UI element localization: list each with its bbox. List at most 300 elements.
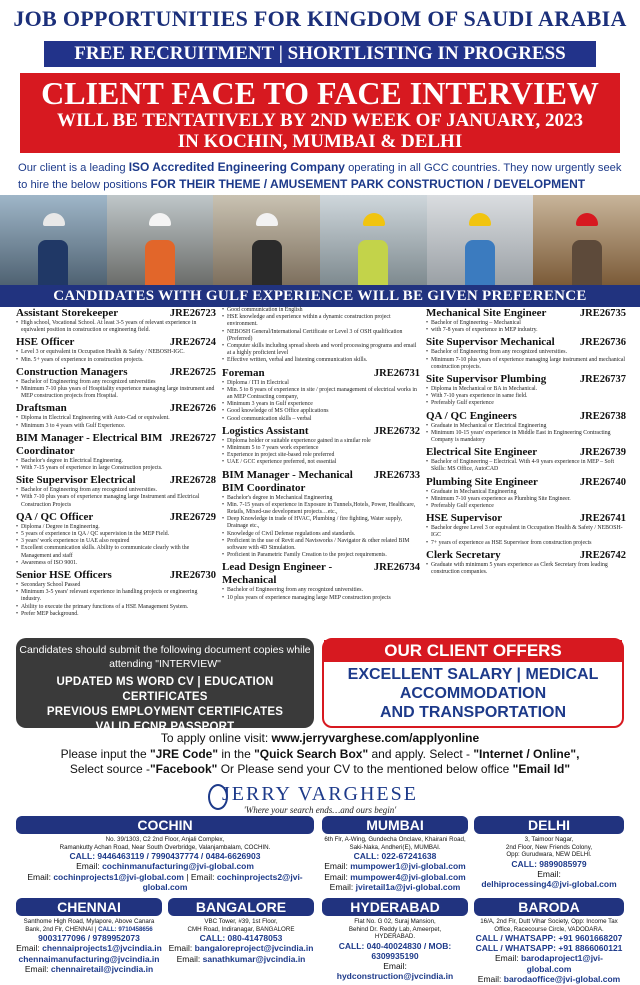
apply-line-3 xyxy=(0,762,640,778)
requirement-item: • Proficient in Parametric Family Creation to the project requirements. xyxy=(222,552,420,559)
job-requirements xyxy=(426,423,626,445)
job-code: JRE26730 xyxy=(169,570,216,582)
job-code: JRE26734 xyxy=(373,562,420,574)
documents-intro: Candidates should submit the following document copies while attending "INTERVIEW" xyxy=(19,644,311,670)
office-email-link[interactable]: mumpower1@jvi-global.com xyxy=(350,861,466,871)
photo-worker xyxy=(213,195,320,285)
job-title-row xyxy=(426,512,626,525)
office-address: Saki-Naka, Andheri(E), MUMBAI. xyxy=(349,843,441,851)
apply-text: Or Please send your CV to the mentioned below office xyxy=(217,762,513,776)
job-requirements xyxy=(426,459,626,473)
job-code: JRE26733 xyxy=(373,469,420,481)
requirement-item: • Min. 5+ years of experience in construction projects. xyxy=(16,357,216,364)
job-title: Site Supervisor Plumbing xyxy=(426,373,547,386)
worker-figure xyxy=(572,240,602,285)
job-listing xyxy=(222,561,420,601)
job-requirements xyxy=(426,349,626,371)
requirement-item: • Min. 5 to 8 years of experience in site / project management of electrical works in an MEP Contracting company, xyxy=(222,387,420,401)
job-title-row xyxy=(426,373,626,386)
requirement-item: • Deep Knowledge in trade of HVAC, Plumbing / fire fighting, Water supply, Drainage etc., xyxy=(222,516,420,530)
requirement-item: • Diploma in Electrical Engineering with Auto-Cad or equivalent. xyxy=(16,415,216,422)
job-title-row xyxy=(426,476,626,489)
requirement-item: • 10 plus years of experience managing large MEP construction projects xyxy=(222,595,420,602)
office-email-link[interactable]: mumpower4@jvi-global.com xyxy=(350,871,466,882)
requirement-item: • Good knowledge of MS Office applications xyxy=(222,408,420,415)
office-address: HYDERABAD. xyxy=(374,933,416,940)
job-requirements xyxy=(426,489,626,511)
job-title: BIM Manager - Electrical BIM Coordinator xyxy=(16,431,163,457)
apply-text: "JRE Code" xyxy=(149,746,219,761)
office-delhi xyxy=(474,816,624,896)
requirement-item: • Min. 7-15 years of experience in Exposure in Tunnels,Hotels, Power, Healthcare, Retails, Mixed-use development projects…etc., xyxy=(222,502,420,516)
requirement-item: • Minimum 10-15 years' experience in Middle East in Engineering Contracting Company is mandatory xyxy=(426,430,626,444)
photo-worker xyxy=(533,195,640,285)
requirement-item: • Secondary School Passed xyxy=(16,582,216,589)
document-line: UPDATED MS WORD CV | EDUCATION CERTIFICATES xyxy=(56,676,274,703)
job-requirements xyxy=(426,562,626,576)
job-code: JRE26740 xyxy=(579,476,626,488)
job-title-row xyxy=(16,511,216,524)
office-email-link[interactable]: sanathkumar@jvcindia.in xyxy=(202,953,306,964)
requirement-item: • Proficient in the use of Revit and Navisworks / Navigator & other related BIM software with 4D Simulation. xyxy=(222,538,420,552)
job-listing xyxy=(16,402,216,429)
job-title-row xyxy=(16,402,216,415)
office-address: Ramankutty Achan Road, Near South Overbridge, Valanjambalam, COCHIN. xyxy=(59,843,271,851)
interview-banner xyxy=(20,73,620,153)
office-email-link[interactable]: cochinprojects2@jvi-global.com xyxy=(142,871,303,892)
job-code: JRE26739 xyxy=(579,447,626,459)
job-requirements xyxy=(16,379,216,401)
email-label: Email: xyxy=(16,943,43,953)
requirement-item: • Bachelor of Engineering from any recognized universities xyxy=(16,379,216,386)
office-address: CMH Road, Indiranagar, BANGALORE xyxy=(187,925,295,933)
apply-text: "Facebook" xyxy=(149,762,218,776)
office-chennai xyxy=(16,898,162,978)
office-phone: CALL: 080-41478053 xyxy=(199,933,283,943)
requirement-item: • High school, Vocational School. At least 3-5 years of relevant experience in equivalent position in construction or engineering field. xyxy=(16,320,216,334)
job-title-row xyxy=(222,561,420,587)
office-name: CHENNAI xyxy=(16,898,162,916)
office-name: MUMBAI xyxy=(322,816,468,834)
job-title-row xyxy=(16,432,216,458)
job-title-row xyxy=(16,474,216,487)
worker-figure xyxy=(145,240,175,285)
job-listing xyxy=(426,336,626,371)
requirement-item: • with 7-8 years of experience in MEP industry. xyxy=(426,327,626,334)
requirement-item: • Awareness of ISO 9001. xyxy=(16,560,216,567)
job-title: Site Supervisor Electrical xyxy=(16,474,136,487)
helmet-icon xyxy=(469,213,491,226)
office-email-link[interactable]: delhiprocessing4@jvi-global.com xyxy=(481,879,617,889)
office-address: Bank, 2nd Flr, CHENNAI | xyxy=(25,925,97,933)
office-email-row xyxy=(322,882,468,893)
requirement-item: • Bachelor of Engineering from any recognized universities. xyxy=(222,587,420,594)
office-phone: CALL: 040-40024830 / MOB: 6309935190 xyxy=(338,940,452,961)
office-email-link[interactable]: chennaiprojects1@jvcindia.in xyxy=(42,943,162,953)
job-title: Site Supervisor Mechanical xyxy=(426,336,555,349)
requirement-item: • Preferably Gulf experience xyxy=(426,503,626,510)
offer-line: EXCELLENT SALARY | MEDICAL xyxy=(347,666,599,683)
job-title-row xyxy=(222,367,420,380)
office-email-row xyxy=(16,872,314,893)
office-address-row xyxy=(16,926,162,934)
job-code: JRE26724 xyxy=(169,337,216,349)
office-name: BARODA xyxy=(474,898,624,916)
office-address: Flat No. G 02, Suraj Mansion, xyxy=(354,918,436,925)
requirement-item: • Diploma in Mechanical or BA in Mechanical. xyxy=(426,386,626,393)
email-label: Email: xyxy=(477,974,504,984)
office-email-link[interactable]: hydconstruction@jvcindia.in xyxy=(336,971,454,981)
job-title-row xyxy=(426,410,626,423)
intro-part: Our client is a leading xyxy=(18,162,129,174)
requirement-item: • Minimum 3 years in Gulf experience xyxy=(222,401,420,408)
apply-text: Please input the xyxy=(60,746,150,761)
job-requirements xyxy=(222,495,420,560)
job-listing xyxy=(426,373,626,408)
helmet-icon xyxy=(363,213,385,226)
office-phone: 9003177096 / 9789952073 xyxy=(38,933,140,943)
job-listing xyxy=(222,425,420,467)
office-address: 6th Flr, A-Wing, Gundecha Onclave, Khairani Road, xyxy=(324,836,466,843)
job-title-row xyxy=(16,569,216,582)
office-email-link[interactable]: barodaproject1@jvi-global.com xyxy=(521,953,603,974)
office-address: Opp: Gurudwara, NEW DELHI. xyxy=(506,851,592,858)
client-offers-box xyxy=(322,638,624,728)
job-title: HSE Officer xyxy=(16,336,75,349)
office-email-row xyxy=(322,872,468,883)
job-requirements xyxy=(222,307,420,365)
job-code: JRE26729 xyxy=(169,511,216,523)
job-requirements xyxy=(426,525,626,547)
requirement-item: • Level 3 or equivalent in Occupation Health & Safety / NEBOSH-IGC. xyxy=(16,349,216,356)
email-label: Email: xyxy=(383,960,407,971)
office-address: VBC Tower, #39, 1st Floor, xyxy=(204,918,278,925)
job-title: Assistant Storekeeper xyxy=(16,307,119,319)
email-label: Email: xyxy=(324,861,351,871)
office-email-row xyxy=(474,974,624,985)
requirement-item: • With 7-15 years of experience in large Construction projects. xyxy=(16,465,216,472)
job-code: JRE26732 xyxy=(373,425,420,437)
office-phone: CALL / WHATSAPP: +91 8866060121 xyxy=(475,943,623,953)
page-title: JOB OPPORTUNITIES FOR KINGDOM OF SAUDI ARABIA xyxy=(13,6,627,31)
office-email-link[interactable]: jviretail1a@jvi-global.com xyxy=(355,882,461,892)
worker-figure xyxy=(252,240,282,285)
requirement-item: • Diploma / ITI in Electrical xyxy=(222,380,420,387)
office-mumbai xyxy=(322,816,468,896)
requirement-item: • With 7-10 plus years of experience managing large Instrument and Electrical Construction Projects xyxy=(16,494,216,508)
job-title-row xyxy=(222,425,420,438)
recruitment-banner: FREE RECRUITMENT | SHORTLISTING IN PROGRESS xyxy=(44,41,596,67)
requirement-item: • With 7-10 years experience in same field. xyxy=(426,393,626,400)
office-phone: CALL: 022-67241638 xyxy=(353,851,437,861)
logo-tagline: 'Where your search ends…and ours begin' xyxy=(243,805,397,815)
requirement-item: • Diploma / Degree in Engineering. xyxy=(16,524,216,531)
job-code: JRE26737 xyxy=(579,374,626,386)
logo-mark-icon xyxy=(208,784,228,810)
job-requirements xyxy=(222,380,420,423)
job-code: JRE26741 xyxy=(579,513,626,525)
interview-cities: IN KOCHIN, MUMBAI & DELHI xyxy=(177,131,463,152)
office-address: 3, Taimoor Nagar, xyxy=(524,836,574,843)
job-requirements xyxy=(16,415,216,429)
job-listing xyxy=(16,307,216,334)
header xyxy=(0,0,640,195)
email-label: Email: xyxy=(24,964,51,974)
office-name: BANGALORE xyxy=(168,898,314,916)
job-listing xyxy=(222,307,420,365)
requirement-item: • Diploma holder or suitable experience gained in a similar role xyxy=(222,438,420,445)
office-email-link[interactable]: chennaimanufacturing@jvcindia.in xyxy=(18,953,160,964)
job-requirements xyxy=(16,349,216,363)
job-listing xyxy=(16,366,216,401)
email-label: Email: xyxy=(537,868,561,879)
requirement-item: • Minimum 7-10 plus years of experience managing large instrument and mechanical construction projects. xyxy=(426,357,626,371)
requirement-item: • HSE knowledge and experience within a dynamic construction project environment. xyxy=(222,314,420,328)
requirement-item: • UAE / GCC experience preferred, not essential xyxy=(222,459,420,466)
job-listing xyxy=(16,432,216,472)
office-email-row xyxy=(16,964,162,975)
job-requirements xyxy=(16,582,216,618)
company-logo xyxy=(0,781,640,813)
requirement-item: • Prefer MEP background. xyxy=(16,611,216,618)
requirement-item: • Good communication in English xyxy=(222,307,420,314)
office-email-row xyxy=(474,953,624,974)
office-phone: CALL: 9446463119 / 7990437774 / 0484-6626903 xyxy=(69,851,261,861)
job-code: JRE26727 xyxy=(169,432,216,444)
requirement-item: • Bachelor's degree in Electrical Engineering. xyxy=(16,458,216,465)
interview-title: CLIENT FACE TO FACE INTERVIEW xyxy=(41,75,599,111)
office-phone: CALL: 9710458656 xyxy=(98,925,153,933)
job-requirements xyxy=(16,458,216,472)
helmet-icon xyxy=(149,213,171,226)
apply-text: "Quick Search Box" xyxy=(254,746,369,761)
requirement-item: • NEBOSH General/International Certificate or Level 3 of OSH qualification (Preferred) xyxy=(222,329,420,343)
job-title: Plumbing Site Engineer xyxy=(426,475,538,488)
job-requirements xyxy=(222,587,420,601)
requirement-item: • Bachelor of Engineering – Electrical. With 4-9 years experience in MEP – Soft Skills: MS Office, AutoCAD xyxy=(426,459,626,473)
office-phone: CALL / WHATSAPP: +91 9601668207 xyxy=(475,933,623,943)
job-requirements xyxy=(222,438,420,467)
job-listing xyxy=(426,549,626,576)
job-title: Electrical Site Engineer xyxy=(426,446,538,459)
requirement-item: • 3 years' work experience in UAE also required xyxy=(16,538,216,545)
jobs-column-1 xyxy=(16,307,216,620)
office-email-row xyxy=(168,943,314,954)
office-baroda xyxy=(474,898,624,984)
jobs-column-3 xyxy=(426,307,626,578)
helmet-icon xyxy=(43,213,65,226)
office-email-row xyxy=(168,954,314,965)
job-title: QA / QC Engineers xyxy=(426,409,517,422)
requirement-item: • Minimum 3 to 4 years with Gulf Experience. xyxy=(16,423,216,430)
office-address: No. 39/1303, C2 2nd Floor, Anjali Complex, xyxy=(105,836,225,843)
job-title-row xyxy=(222,469,420,495)
apply-text: Select source - xyxy=(69,762,150,776)
document-line: PREVIOUS EMPLOYMENT CERTIFICATES xyxy=(46,706,284,718)
job-title: Foreman xyxy=(222,366,265,379)
job-requirements xyxy=(16,487,216,509)
job-code: JRE26742 xyxy=(579,549,626,561)
office-cochin xyxy=(16,816,314,896)
office-email-row xyxy=(16,954,162,965)
job-code: JRE26731 xyxy=(373,367,420,379)
job-title: BIM Manager - Mechanical BIM Coordinator xyxy=(222,468,353,494)
job-title: Senior HSE Officers xyxy=(16,569,112,582)
helmet-icon xyxy=(256,213,278,226)
job-requirements xyxy=(16,320,216,334)
documents-box xyxy=(16,638,314,733)
job-title: Mechanical Site Engineer xyxy=(426,307,547,319)
job-code: JRE26723 xyxy=(169,308,216,319)
job-title: Clerk Secretary xyxy=(426,548,501,561)
worker-photo-strip xyxy=(0,195,640,285)
office-email-link[interactable]: bangaloreproject@jvcindia.in xyxy=(194,943,314,953)
worker-figure xyxy=(358,240,388,285)
office-email-link[interactable]: barodaoffice@jvi-global.com xyxy=(503,974,621,984)
requirement-item: • Graduate in Mechanical Engineering xyxy=(426,489,626,496)
offers-title: OUR CLIENT OFFERS xyxy=(324,640,622,662)
email-label: | Email: xyxy=(183,871,217,882)
requirement-item: • Ability to execute the primary functions of a HSE Management System. xyxy=(16,604,216,611)
job-title-row xyxy=(426,336,626,349)
job-listing xyxy=(426,410,626,445)
job-listing xyxy=(16,511,216,567)
requirement-item: • Computer skills including spread sheets and word processing programs and email at a highly proficient level xyxy=(222,343,420,357)
office-address: 2nd Floor, New Friends Colony, xyxy=(505,843,593,851)
logo-name: JERRY VARGHESE xyxy=(221,783,418,805)
requirement-item: • Bachelor of Engineering from any recognized universities. xyxy=(426,349,626,356)
job-code: JRE26735 xyxy=(579,308,626,319)
intro-bold: ISO Accredited Engineering Company xyxy=(128,160,345,174)
job-listing xyxy=(16,336,216,363)
apply-text: To apply online visit: xyxy=(160,731,272,745)
apply-url-link[interactable]: www.jerryvarghese.com/applyonline xyxy=(271,731,480,745)
offer-line: ACCOMMODATION xyxy=(399,685,547,702)
job-listing xyxy=(16,474,216,509)
jobs-column-2 xyxy=(222,307,420,604)
office-email-row xyxy=(322,861,468,872)
job-requirements xyxy=(426,386,626,408)
requirement-item: • Graduate with minimum 5 years experience as Clerk Secretary from leading construction companies. xyxy=(426,562,626,576)
requirement-item: • Minimum 5 to 7 years work experience xyxy=(222,445,420,452)
email-label: Email: xyxy=(176,953,203,964)
email-label: Email: xyxy=(76,861,103,871)
job-listing xyxy=(16,569,216,618)
job-title-row xyxy=(426,549,626,562)
office-hyderabad xyxy=(322,898,468,981)
email-label: Email: xyxy=(27,871,54,882)
requirement-item: • 5 years of experience in QA / QC supervision in the MEP Field. xyxy=(16,531,216,538)
office-address: Santhome High Road, Mylapore, Above Canara xyxy=(23,918,155,925)
job-title-row xyxy=(426,446,626,459)
job-listing xyxy=(426,446,626,473)
office-bangalore xyxy=(168,898,314,978)
job-code: JRE26728 xyxy=(169,475,216,487)
apply-text: in the xyxy=(218,746,255,761)
job-title: Construction Managers xyxy=(16,365,128,378)
photo-worker xyxy=(0,195,107,285)
requirement-item: • Bachelor's degree in Mechanical Engineering xyxy=(222,495,420,502)
helmet-icon xyxy=(576,213,598,226)
photo-worker xyxy=(427,195,534,285)
office-name: COCHIN xyxy=(16,816,314,834)
apply-instructions xyxy=(0,731,640,778)
job-title-row xyxy=(16,336,216,349)
apply-text: "Email Id" xyxy=(512,762,571,776)
intro-part: operating in all GCC countries. They now urgently seek to hire the below positions xyxy=(18,162,622,191)
apply-line-2 xyxy=(0,747,640,763)
job-listing xyxy=(426,476,626,511)
job-title: Logistics Assistant xyxy=(222,424,309,437)
job-title-row xyxy=(16,366,216,379)
requirement-item: • Experience in project site-based role preferred xyxy=(222,452,420,459)
job-code: JRE26736 xyxy=(579,337,626,349)
requirement-item: • Preferably Gulf experience xyxy=(426,400,626,407)
job-requirements xyxy=(16,524,216,567)
job-title: Draftsman xyxy=(16,402,67,415)
requirement-item: • Excellent communication skills. Ability to communicate clearly with the Management and staff xyxy=(16,545,216,559)
interview-date: WILL BE TENTATIVELY BY 2ND WEEK OF JANUARY, 2023 xyxy=(57,110,583,131)
office-address: Office, Racecourse Circle, VADODARA. xyxy=(494,925,604,933)
requirement-item: • Minimum 3-5 years' relevant experience in handling projects or engineering industry. xyxy=(16,589,216,603)
worker-figure xyxy=(38,240,68,285)
photo-worker xyxy=(320,195,427,285)
job-code: JRE26738 xyxy=(579,410,626,422)
document-line: VALID ECNR PASSPORT xyxy=(95,721,235,733)
apply-text: and apply. Select - xyxy=(368,746,474,761)
office-email-row xyxy=(16,943,162,954)
photo-worker xyxy=(107,195,214,285)
requirement-item: • Good communication skills – verbal xyxy=(222,416,420,423)
office-email-link[interactable]: cochinprojects1@jvi-global.com xyxy=(53,871,184,882)
job-requirements xyxy=(426,320,626,334)
requirement-item: • Bachelor of Engineering from any recognized universities. xyxy=(16,487,216,494)
office-address: 16/A, 2nd Flr, Dutt Vihar Society, Opp: Income Tax xyxy=(480,918,618,925)
requirement-item: • Knowledge of Civil Defense regulations and standards. xyxy=(222,531,420,538)
office-email-row xyxy=(16,861,314,872)
job-listing xyxy=(222,367,420,423)
email-label: Email: xyxy=(324,871,351,882)
requirement-item: • Effective written, verbal and listening communication skills. xyxy=(222,357,420,364)
worker-figure xyxy=(465,240,495,285)
office-name: HYDERABAD xyxy=(322,898,468,916)
office-email-link[interactable]: cochinmanufacturing@jvi-global.com xyxy=(102,861,254,871)
email-label: Email: xyxy=(495,953,521,963)
job-listing xyxy=(222,469,420,560)
job-listing xyxy=(426,307,626,334)
requirement-item: • Minimum 7-10 years experience as Plumbing Site Engineer. xyxy=(426,496,626,503)
requirement-item: • Graduate in Mechanical or Electrical Engineering xyxy=(426,423,626,430)
email-label: Email: xyxy=(168,943,195,953)
job-title: QA / QC Officer xyxy=(16,510,94,523)
job-title-row xyxy=(16,307,216,320)
apply-text: "Internet / Online", xyxy=(473,746,580,761)
job-listing xyxy=(426,512,626,547)
job-code: JRE26725 xyxy=(169,366,216,378)
job-title-row xyxy=(426,307,626,320)
intro-bold: FOR THEIR THEME / AMUSEMENT PARK CONSTRUCTION / DEVELOPMENT xyxy=(150,177,586,191)
requirement-item: • Bachelor degree Level 3 or equivalent in Occupation Health & Safety / NEBOSH-IGC xyxy=(426,525,626,539)
offer-line: AND TRANSPORTATION xyxy=(379,704,567,721)
office-email-link[interactable]: chennairetail@jvcindia.in xyxy=(50,964,154,974)
office-name: DELHI xyxy=(474,816,624,834)
job-code: JRE26726 xyxy=(169,403,216,415)
email-label: Email: xyxy=(329,882,356,892)
requirement-item: • Minimum 7-10 plus years of Hospitality experience managing large instrument and MEP construction projects from Hospital. xyxy=(16,386,216,400)
job-title: HSE Supervisor xyxy=(426,512,503,525)
requirement-item: • 7+ years of experience as HSE Supervisor from construction projects xyxy=(426,540,626,547)
office-email-row xyxy=(474,879,624,890)
